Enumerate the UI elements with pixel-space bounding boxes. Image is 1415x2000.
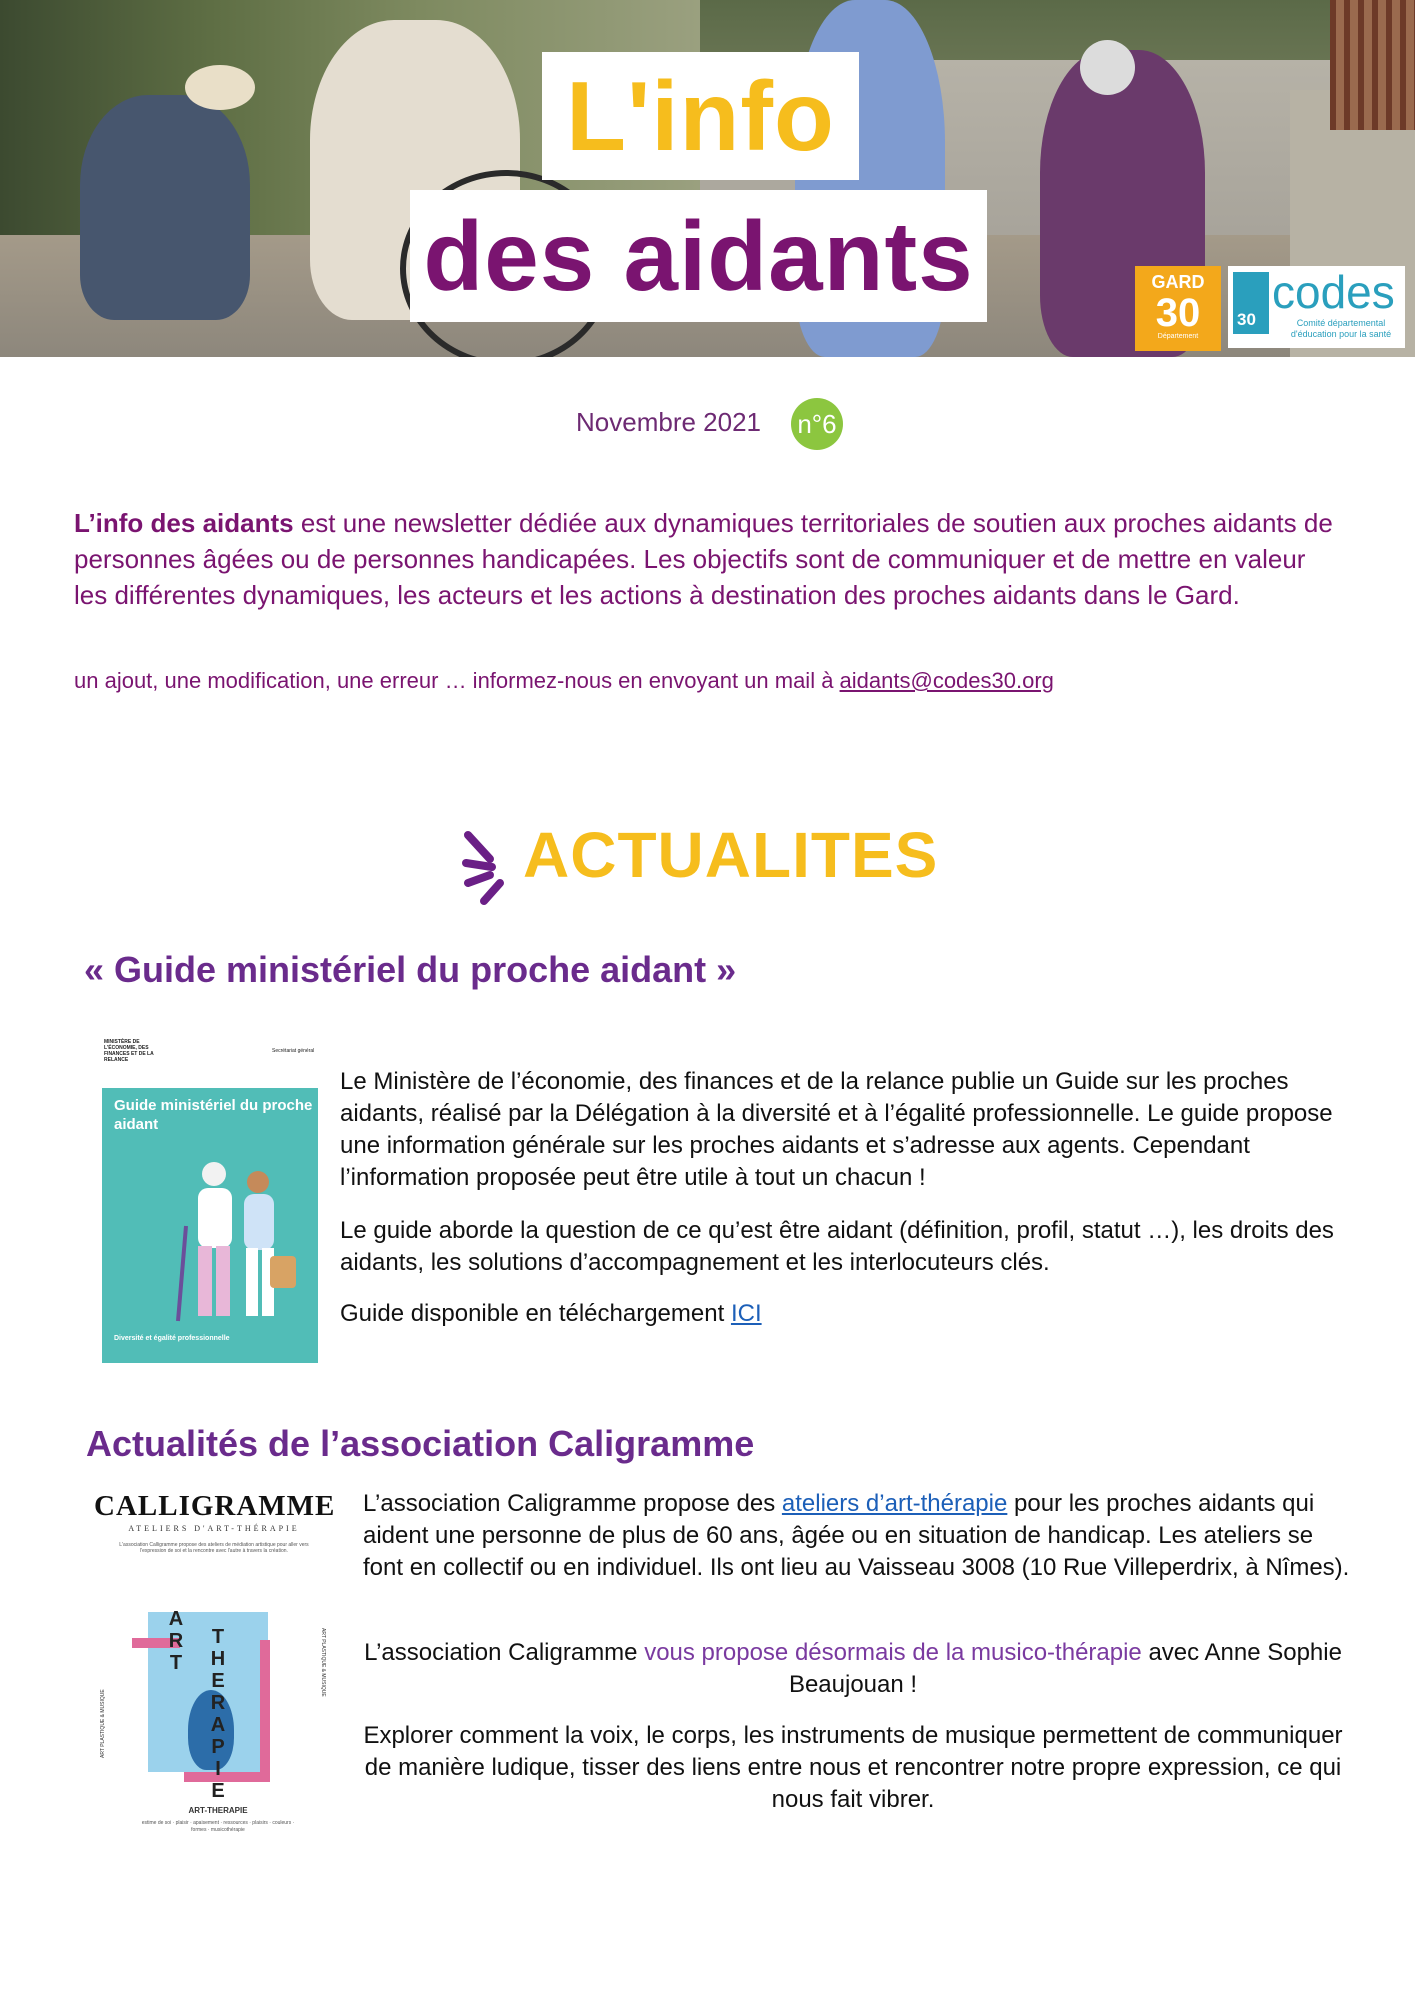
gard-logo-number: 30 — [1155, 291, 1201, 335]
banner-title-line1: L'info — [542, 52, 859, 180]
photo-woman-hat — [185, 65, 255, 110]
poster-label: ART-THERAPIE — [188, 1806, 248, 1815]
caligramme-heading: Actualités de l’association Caligramme — [86, 1423, 755, 1464]
poster-description: L'association Calligramme propose des ateliers de médiation artistique pour aller vers l'expression de soi et la rencontre avec l'autre à travers la création. — [119, 1542, 309, 1554]
caligramme-paragraph-3: Explorer comment la voix, le corps, les instruments de musique permettent de communiquer de manière ludique, tisser des liens entre nous et rencontrer notre propre expression, ce qui nous fait vibrer. — [363, 1722, 1343, 1813]
caligramme-paragraph-1 — [363, 1488, 1353, 1584]
caligramme-p2-start: L’association Caligramme — [364, 1639, 645, 1666]
caligramme-p1-end: pour les proches aidants qui aident une personne de plus de 60 ans, âgée ou en situation de handicap. Les ateliers se font en collectif ou en individuel. Ils ont lieu au Vaisseau 3008 (10 Rue Villeperdrix, à Nîmes). — [363, 1490, 1350, 1581]
intro-paragraph — [74, 505, 1344, 613]
section-title-actualites: ACTUALITES — [523, 819, 939, 891]
sparkle-icon — [460, 825, 520, 905]
intro-lead: L’info des aidants — [74, 508, 294, 538]
calligramme-poster-image — [88, 1490, 338, 1850]
poster-pink-bar-right — [260, 1640, 270, 1776]
poster-pink-bar-bottom — [184, 1772, 270, 1782]
contact-note-text: un ajout, une modification, une erreur … informez-nous en envoyant un mail à — [74, 668, 840, 693]
guide-cover-footer: Diversité et égalité professionnelle — [114, 1335, 230, 1342]
codes-logo-mark — [1233, 272, 1269, 334]
photo-elderly-woman-head — [1080, 40, 1135, 95]
banner-photo-fence — [1330, 0, 1415, 130]
gard-logo-sub: Département — [1157, 333, 1199, 340]
caligramme-p1-start: L’association Caligramme propose des — [363, 1490, 782, 1517]
guide-cover-secretariat: Secrétariat général — [272, 1048, 315, 1054]
banner-title-line2: des aidants — [410, 190, 987, 322]
poster-side-left: ART PLASTIQUE & MUSIQUE — [100, 1689, 106, 1758]
codes-logo-number: 30 — [1237, 310, 1256, 329]
codes-logo-tagline: Comité départemental d'éducation pour la santé — [1290, 318, 1392, 339]
issue-number-badge: n°6 — [791, 398, 843, 450]
art-therapy-link[interactable]: ateliers d’art-thérapie — [781, 1490, 1008, 1517]
music-therapy-highlight: vous propose désormais de la musico-thérapie — [644, 1639, 1142, 1666]
intro-text: est une newsletter dédiée aux dynamiques territoriales de soutien aux proches aidants de personnes âgées ou de personnes handicapées. Les objectifs sont de communiquer et de mettre en valeur les différentes dynamiques, les acteurs et les actions à destination des proches aidants dans le Gard. — [74, 508, 1333, 610]
header-banner — [0, 0, 1415, 357]
gard-logo — [1135, 266, 1221, 351]
guide-cover-ministry: MINISTÈRE DE L'ÉCONOMIE, DES FINANCES ET DE LA RELANCE — [104, 1039, 154, 1063]
poster-title: CALLIGRAMME — [94, 1490, 336, 1522]
poster-word-art: A R T — [168, 1608, 184, 1674]
poster-word-therapie: T H E R A P I E — [210, 1626, 226, 1802]
guide-download-text: Guide disponible en téléchargement — [340, 1300, 731, 1327]
guide-paragraph-1: Le Ministère de l’économie, des finances et de la relance publie un Guide sur les proches aidants, réalisé par la Délégation à la diversité et à l’égalité professionnelle. Le guide propose une information générale sur les proches aidants et s’adresse aux agents. Cependant l’information proposée peut être utile à tout un chacun ! — [340, 1068, 1333, 1191]
guide-paragraph-2: Le guide aborde la question de ce qu’est être aidant (définition, profil, statut …), les droits des aidants, les solutions d’accompagnement et les interlocuteurs clés. — [340, 1217, 1334, 1276]
guide-paragraph-3 — [340, 1298, 1340, 1330]
caligramme-paragraph-2 — [363, 1637, 1343, 1701]
guide-cover-illustration — [172, 1156, 302, 1326]
gard-logo-text: GARD — [1151, 272, 1205, 292]
photo-woman-crouching — [80, 95, 250, 320]
email-link[interactable]: aidants@codes30.org — [839, 668, 1054, 693]
poster-keywords: estime de soi · plaisir · apaisement · ressources · plaisirs · couleurs · formes · musicothérapie — [141, 1820, 295, 1833]
guide-download-link[interactable]: ICI — [730, 1300, 762, 1327]
poster-side-right: ART PLASTIQUE & MUSIQUE — [320, 1628, 326, 1697]
issue-date: Novembre 2021 — [576, 407, 761, 437]
caligramme-p2-end: avec Anne Sophie Beaujouan ! — [788, 1639, 1342, 1698]
guide-heading: « Guide ministériel du proche aidant » — [84, 949, 737, 990]
guide-cover-image — [102, 1036, 318, 1363]
contact-note — [74, 666, 1344, 696]
guide-cover-title: Guide ministériel du proche aidant — [114, 1097, 313, 1133]
codes-logo-word: codes — [1272, 266, 1395, 318]
poster-subtitle: ATELIERS D'ART-THÉRAPIE — [128, 1524, 300, 1533]
codes-logo — [1228, 266, 1405, 348]
